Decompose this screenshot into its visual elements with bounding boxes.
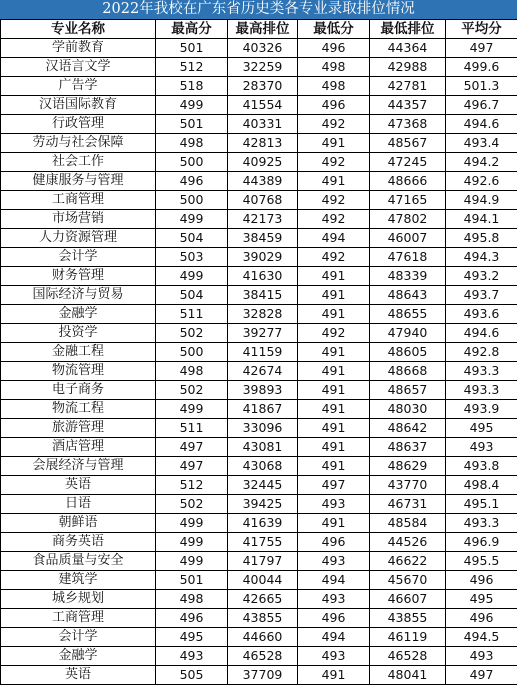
- avg-score-cell: 494.3: [446, 248, 517, 267]
- max-score-cell: 500: [156, 153, 228, 172]
- max-score-cell: 498: [156, 590, 228, 609]
- max-rank-cell: 41554: [228, 96, 298, 115]
- max-rank-cell: 41867: [228, 400, 298, 419]
- avg-score-cell: 496.9: [446, 533, 517, 552]
- major-cell: 酒店管理: [1, 438, 156, 457]
- major-cell: 金融工程: [1, 343, 156, 362]
- major-cell: 日语: [1, 495, 156, 514]
- min-score-cell: 494: [298, 571, 370, 590]
- min-score-cell: 491: [298, 514, 370, 533]
- min-rank-cell: 47245: [370, 153, 446, 172]
- max-rank-cell: 32445: [228, 476, 298, 495]
- table-row: [1, 647, 517, 666]
- avg-score-cell: 497: [446, 666, 517, 685]
- max-score-cell: 496: [156, 172, 228, 191]
- min-rank-cell: 46119: [370, 628, 446, 647]
- avg-score-cell: 493.8: [446, 457, 517, 476]
- min-score-cell: 491: [298, 381, 370, 400]
- avg-score-cell: 493: [446, 647, 517, 666]
- min-score-cell: 493: [298, 590, 370, 609]
- major-cell: 城乡规划: [1, 590, 156, 609]
- min-score-cell: 491: [298, 134, 370, 153]
- max-rank-cell: 37709: [228, 666, 298, 685]
- max-rank-cell: 40331: [228, 115, 298, 134]
- avg-score-cell: 493.4: [446, 134, 517, 153]
- max-score-cell: 511: [156, 305, 228, 324]
- table-row: [1, 609, 517, 628]
- min-rank-cell: 48030: [370, 400, 446, 419]
- min-rank-cell: 47618: [370, 248, 446, 267]
- max-score-cell: 498: [156, 134, 228, 153]
- major-cell: 英语: [1, 476, 156, 495]
- min-score-cell: 491: [298, 305, 370, 324]
- min-rank-cell: 48666: [370, 172, 446, 191]
- table-row: [1, 419, 517, 438]
- avg-score-cell: 495: [446, 590, 517, 609]
- table-row: [1, 628, 517, 647]
- max-score-cell: 502: [156, 495, 228, 514]
- avg-score-cell: 492.6: [446, 172, 517, 191]
- min-rank-cell: 47940: [370, 324, 446, 343]
- min-score-cell: 492: [298, 153, 370, 172]
- avg-score-cell: 493.3: [446, 514, 517, 533]
- avg-score-cell: 494.1: [446, 210, 517, 229]
- max-score-cell: 499: [156, 267, 228, 286]
- max-score-cell: 499: [156, 400, 228, 419]
- table-row: [1, 324, 517, 343]
- avg-score-cell: 493.6: [446, 305, 517, 324]
- table-row: [1, 58, 517, 77]
- avg-score-cell: 496.7: [446, 96, 517, 115]
- major-cell: 社会工作: [1, 153, 156, 172]
- max-score-cell: 499: [156, 210, 228, 229]
- min-rank-cell: 46007: [370, 229, 446, 248]
- min-rank-cell: 46622: [370, 552, 446, 571]
- min-rank-cell: 45670: [370, 571, 446, 590]
- min-score-cell: 496: [298, 96, 370, 115]
- min-score-cell: 491: [298, 400, 370, 419]
- table-row: [1, 96, 517, 115]
- avg-score-cell: 497: [446, 39, 517, 58]
- max-score-cell: 499: [156, 552, 228, 571]
- max-score-cell: 501: [156, 39, 228, 58]
- min-rank-cell: 47368: [370, 115, 446, 134]
- max-score-cell: 500: [156, 343, 228, 362]
- max-score-cell: 496: [156, 609, 228, 628]
- table-body: [1, 39, 517, 685]
- avg-score-cell: 494.6: [446, 324, 517, 343]
- table-row: [1, 191, 517, 210]
- max-score-cell: 501: [156, 115, 228, 134]
- min-score-cell: 496: [298, 609, 370, 628]
- max-rank-cell: 44660: [228, 628, 298, 647]
- avg-score-cell: 494.5: [446, 628, 517, 647]
- max-rank-cell: 41639: [228, 514, 298, 533]
- major-cell: 汉语言文学: [1, 58, 156, 77]
- max-rank-cell: 39425: [228, 495, 298, 514]
- max-rank-cell: 38459: [228, 229, 298, 248]
- table-row: [1, 438, 517, 457]
- major-cell: 英语: [1, 666, 156, 685]
- max-rank-cell: 33096: [228, 419, 298, 438]
- max-rank-cell: 39893: [228, 381, 298, 400]
- major-cell: 行政管理: [1, 115, 156, 134]
- major-cell: 电子商务: [1, 381, 156, 400]
- min-score-cell: 493: [298, 495, 370, 514]
- major-cell: 财务管理: [1, 267, 156, 286]
- max-rank-cell: 43855: [228, 609, 298, 628]
- max-score-cell: 500: [156, 191, 228, 210]
- max-rank-cell: 39277: [228, 324, 298, 343]
- min-rank-cell: 48657: [370, 381, 446, 400]
- avg-score-cell: 493.3: [446, 381, 517, 400]
- table-row: [1, 267, 517, 286]
- min-score-cell: 491: [298, 362, 370, 381]
- avg-score-cell: 496: [446, 571, 517, 590]
- min-score-cell: 491: [298, 457, 370, 476]
- max-score-cell: 502: [156, 381, 228, 400]
- major-cell: 商务英语: [1, 533, 156, 552]
- major-cell: 健康服务与管理: [1, 172, 156, 191]
- min-score-cell: 491: [298, 172, 370, 191]
- major-cell: 学前教育: [1, 39, 156, 58]
- max-score-cell: 503: [156, 248, 228, 267]
- min-rank-cell: 48655: [370, 305, 446, 324]
- max-score-cell: 499: [156, 514, 228, 533]
- major-cell: 物流管理: [1, 362, 156, 381]
- min-rank-cell: 42781: [370, 77, 446, 96]
- min-rank-cell: 44357: [370, 96, 446, 115]
- avg-score-cell: 492.8: [446, 343, 517, 362]
- table-row: [1, 343, 517, 362]
- min-rank-cell: 48041: [370, 666, 446, 685]
- min-rank-cell: 43770: [370, 476, 446, 495]
- table-row: [1, 115, 517, 134]
- major-cell: 会展经济与管理: [1, 457, 156, 476]
- min-score-cell: 491: [298, 343, 370, 362]
- avg-score-cell: 493.9: [446, 400, 517, 419]
- max-rank-cell: 42665: [228, 590, 298, 609]
- table-row: [1, 400, 517, 419]
- avg-score-cell: 498.4: [446, 476, 517, 495]
- min-score-cell: 491: [298, 267, 370, 286]
- major-cell: 国际经济与贸易: [1, 286, 156, 305]
- min-score-cell: 492: [298, 324, 370, 343]
- avg-score-cell: 495: [446, 419, 517, 438]
- max-rank-cell: 43081: [228, 438, 298, 457]
- major-cell: 食品质量与安全: [1, 552, 156, 571]
- admission-table: [0, 19, 517, 685]
- avg-score-cell: 499.6: [446, 58, 517, 77]
- table-row: [1, 134, 517, 153]
- max-rank-cell: 43068: [228, 457, 298, 476]
- max-rank-cell: 28370: [228, 77, 298, 96]
- max-score-cell: 512: [156, 58, 228, 77]
- min-rank-cell: 48637: [370, 438, 446, 457]
- max-rank-cell: 39029: [228, 248, 298, 267]
- major-cell: 汉语国际教育: [1, 96, 156, 115]
- max-score-cell: 501: [156, 571, 228, 590]
- min-score-cell: 498: [298, 77, 370, 96]
- table-row: [1, 362, 517, 381]
- max-rank-cell: 42173: [228, 210, 298, 229]
- table-row: [1, 153, 517, 172]
- min-score-cell: 497: [298, 476, 370, 495]
- table-title: 2022年我校在广东省历史类各专业录取排位情况: [0, 0, 517, 19]
- min-rank-cell: 48605: [370, 343, 446, 362]
- min-rank-cell: 43855: [370, 609, 446, 628]
- major-cell: 会计学: [1, 628, 156, 647]
- min-rank-cell: 48629: [370, 457, 446, 476]
- min-score-cell: 494: [298, 229, 370, 248]
- min-score-cell: 492: [298, 191, 370, 210]
- table-row: [1, 286, 517, 305]
- table-row: [1, 666, 517, 685]
- min-score-cell: 491: [298, 438, 370, 457]
- avg-score-cell: 493.2: [446, 267, 517, 286]
- major-cell: 金融学: [1, 305, 156, 324]
- avg-score-cell: 496: [446, 609, 517, 628]
- max-score-cell: 511: [156, 419, 228, 438]
- min-rank-cell: 46528: [370, 647, 446, 666]
- max-score-cell: 495: [156, 628, 228, 647]
- major-cell: 会计学: [1, 248, 156, 267]
- min-score-cell: 492: [298, 115, 370, 134]
- max-rank-cell: 46528: [228, 647, 298, 666]
- avg-score-cell: 501.3: [446, 77, 517, 96]
- table-row: [1, 172, 517, 191]
- header-min-score: 最低分: [298, 20, 370, 39]
- max-rank-cell: 41159: [228, 343, 298, 362]
- max-score-cell: 497: [156, 457, 228, 476]
- major-cell: 旅游管理: [1, 419, 156, 438]
- max-rank-cell: 38415: [228, 286, 298, 305]
- table-row: [1, 533, 517, 552]
- min-rank-cell: 48567: [370, 134, 446, 153]
- major-cell: 物流工程: [1, 400, 156, 419]
- max-score-cell: 499: [156, 96, 228, 115]
- max-rank-cell: 40044: [228, 571, 298, 590]
- table-row: [1, 210, 517, 229]
- table-row: [1, 514, 517, 533]
- min-score-cell: 493: [298, 647, 370, 666]
- max-score-cell: 502: [156, 324, 228, 343]
- max-rank-cell: 40326: [228, 39, 298, 58]
- major-cell: 朝鲜语: [1, 514, 156, 533]
- header-row: [1, 20, 517, 39]
- max-score-cell: 493: [156, 647, 228, 666]
- max-rank-cell: 32259: [228, 58, 298, 77]
- max-score-cell: 512: [156, 476, 228, 495]
- table-row: [1, 77, 517, 96]
- max-score-cell: 518: [156, 77, 228, 96]
- avg-score-cell: 493.7: [446, 286, 517, 305]
- table-row: [1, 39, 517, 58]
- min-score-cell: 491: [298, 666, 370, 685]
- max-score-cell: 504: [156, 286, 228, 305]
- min-rank-cell: 42988: [370, 58, 446, 77]
- major-cell: 市场营销: [1, 210, 156, 229]
- min-rank-cell: 48668: [370, 362, 446, 381]
- min-score-cell: 493: [298, 552, 370, 571]
- major-cell: 人力资源管理: [1, 229, 156, 248]
- min-score-cell: 491: [298, 419, 370, 438]
- min-rank-cell: 46731: [370, 495, 446, 514]
- header-max-rank: 最高排位: [228, 20, 298, 39]
- major-cell: 金融学: [1, 647, 156, 666]
- avg-score-cell: 493.3: [446, 362, 517, 381]
- min-score-cell: 498: [298, 58, 370, 77]
- table-row: [1, 457, 517, 476]
- min-score-cell: 494: [298, 628, 370, 647]
- max-rank-cell: 40768: [228, 191, 298, 210]
- table-row: [1, 571, 517, 590]
- header-major: 专业名称: [1, 20, 156, 39]
- avg-score-cell: 494.9: [446, 191, 517, 210]
- max-rank-cell: 42813: [228, 134, 298, 153]
- major-cell: 工商管理: [1, 609, 156, 628]
- header-avg-score: 平均分: [446, 20, 517, 39]
- table-row: [1, 590, 517, 609]
- table-row: [1, 495, 517, 514]
- table-row: [1, 248, 517, 267]
- header-min-rank: 最低排位: [370, 20, 446, 39]
- min-score-cell: 496: [298, 39, 370, 58]
- min-rank-cell: 48339: [370, 267, 446, 286]
- min-score-cell: 492: [298, 210, 370, 229]
- max-rank-cell: 41630: [228, 267, 298, 286]
- avg-score-cell: 495.5: [446, 552, 517, 571]
- max-rank-cell: 41755: [228, 533, 298, 552]
- avg-score-cell: 494.2: [446, 153, 517, 172]
- major-cell: 广告学: [1, 77, 156, 96]
- max-score-cell: 498: [156, 362, 228, 381]
- avg-score-cell: 495.8: [446, 229, 517, 248]
- min-rank-cell: 44526: [370, 533, 446, 552]
- min-score-cell: 492: [298, 248, 370, 267]
- max-rank-cell: 44389: [228, 172, 298, 191]
- table-row: [1, 381, 517, 400]
- min-rank-cell: 48643: [370, 286, 446, 305]
- min-score-cell: 491: [298, 286, 370, 305]
- max-score-cell: 505: [156, 666, 228, 685]
- min-rank-cell: 44364: [370, 39, 446, 58]
- min-rank-cell: 47165: [370, 191, 446, 210]
- max-rank-cell: 41797: [228, 552, 298, 571]
- major-cell: 劳动与社会保障: [1, 134, 156, 153]
- min-rank-cell: 47802: [370, 210, 446, 229]
- avg-score-cell: 495.1: [446, 495, 517, 514]
- table-row: [1, 552, 517, 571]
- table-row: [1, 229, 517, 248]
- max-rank-cell: 40925: [228, 153, 298, 172]
- max-rank-cell: 42674: [228, 362, 298, 381]
- min-rank-cell: 48642: [370, 419, 446, 438]
- header-max-score: 最高分: [156, 20, 228, 39]
- table-row: [1, 476, 517, 495]
- min-rank-cell: 46607: [370, 590, 446, 609]
- major-cell: 投资学: [1, 324, 156, 343]
- avg-score-cell: 494.6: [446, 115, 517, 134]
- major-cell: 建筑学: [1, 571, 156, 590]
- max-score-cell: 504: [156, 229, 228, 248]
- max-score-cell: 499: [156, 533, 228, 552]
- min-score-cell: 496: [298, 533, 370, 552]
- avg-score-cell: 493: [446, 438, 517, 457]
- table-row: [1, 305, 517, 324]
- max-score-cell: 497: [156, 438, 228, 457]
- min-rank-cell: 48584: [370, 514, 446, 533]
- max-rank-cell: 32828: [228, 305, 298, 324]
- major-cell: 工商管理: [1, 191, 156, 210]
